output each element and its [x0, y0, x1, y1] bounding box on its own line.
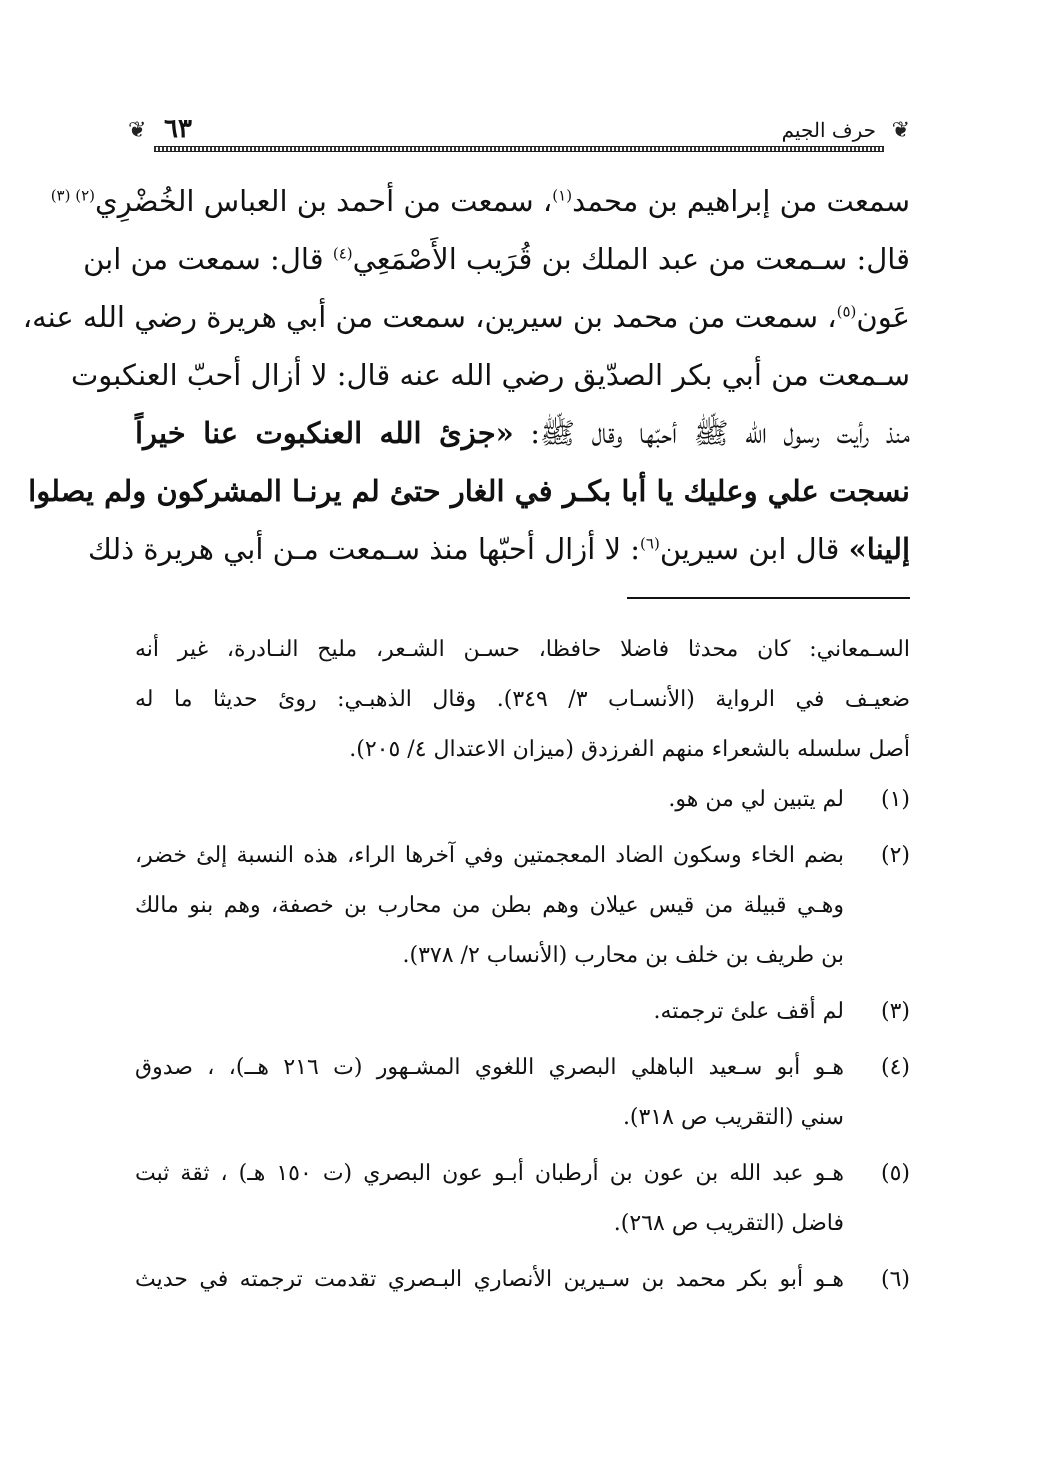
footnote-line: ضعيـف في الرواية (الأنسـاب ٣/ ٣٤٩). وقال الذهبـي: روئ حديثا ما له: [135, 687, 911, 712]
footnote-ref: (١): [552, 186, 573, 205]
footnotes: [135, 625, 910, 1305]
footnote-line: فاضل (التقريب ص ٢٦٨).: [613, 1211, 844, 1236]
footnote-line: لم أقف علئ ترجمته.: [653, 999, 844, 1024]
hadith-quote: إلينا»: [848, 532, 910, 566]
footnote-line: لم يتبين لي من هو.: [668, 787, 844, 812]
main-line: عَون$^{(٥)}$، سمعت من محمد بن سيرين، سمعت من أبي هريرة رضي الله عنه،: [22, 300, 910, 334]
footnote-line: السـمعاني: كان محدثا فاضلا حافظا، حسـن الشـعر، مليح النـادرة، غير أنه: [135, 637, 910, 662]
ornament-right-icon: ❦: [891, 118, 910, 143]
hadith-quote: نسجت علي وعليك يا أبا بكـر في الغار حتئ لم يرنـا المشركون ولم يصلوا: [28, 474, 910, 508]
footnote-item: [135, 1043, 910, 1143]
main-line: سـمعت من أبي بكر الصدّيق رضي الله عنه قال: لا أزال أحبّ العنكبوت: [70, 358, 910, 392]
chapter-title: حرف الجيم: [781, 118, 876, 142]
footnote-number: (٢): [880, 843, 910, 868]
footnote-line: هـو أبو سـعيد الباهلي البصري اللغوي المشـهور (ت ٢١٦ هــ)، ، صدوق: [135, 1055, 844, 1080]
footnote-line: أصل سلسله بالشعراء منهم الفرزدق (ميزان الاعتدال ٤/ ٢٠٥).: [349, 737, 910, 762]
footnote-item: [135, 1149, 910, 1249]
footnote-number: (٣): [880, 999, 910, 1024]
footnote-line: بن طريف بن خلف بن محارب (الأنساب ٢/ ٣٧٨).: [402, 943, 844, 968]
footnote-item: [135, 775, 910, 825]
footnote-continuation: [135, 625, 910, 775]
footnote-item: [135, 831, 910, 981]
footnote-ref: (٦): [640, 534, 660, 553]
footnote-line: سني (التقريب ص ٣١٨).: [622, 1105, 844, 1130]
footnote-divider: [627, 597, 910, 599]
footnote-number: (٤): [880, 1055, 910, 1080]
footnote-line: هـو عبد الله بن عون بن أرطبان أبـو عون البصري (ت ١٥٠ هـ) ، ثقة ثبت: [135, 1161, 844, 1186]
footnote-ref: (٥): [836, 302, 857, 321]
footnote-item: [135, 1255, 910, 1305]
main-line: إلينا» قال ابن سيرين$^{(٦)}$: لا أزال أحبّها منذ سـمعت مـن أبي هريرة ذلك: [87, 532, 910, 566]
ornament-left-icon: ❦: [128, 118, 147, 143]
hadith-quote: «جزئ الله العنكبوت عنا خيراً: [135, 416, 514, 450]
main-line: سمعت من إبراهيم بن محمد$^{(١)}$، سمعت من أحمد بن العباس الخُضْرِي$^{(٢) (٣)}$: [50, 184, 910, 218]
footnote-line: هـو أبو بكر محمد بن سـيرين الأنصاري البـصري تقدمت ترجمته في حديث: [135, 1267, 844, 1292]
header-divider: [154, 146, 884, 152]
footnote-line: بضم الخاء وسكون الضاد المعجمتين وفي آخرها الراء، هذه النسبة إلئ خضر،: [135, 843, 844, 868]
page-number: ٦٣: [164, 114, 192, 144]
running-header: [128, 112, 910, 152]
footnote-ref: (٢) (٣): [50, 186, 96, 205]
footnote-item: [135, 987, 910, 1037]
main-line: [28, 462, 910, 520]
footnote-number: (٦): [880, 1267, 910, 1292]
main-line: قال: سـمعت من عبد الملك بن قُرَيب الأَصْمَعِي$^{(٤)}$ قال: سمعت من ابن: [83, 242, 910, 276]
main-text: [22, 172, 910, 578]
footnote-number: (٥): [880, 1161, 910, 1186]
footnote-ref: (٤): [332, 244, 353, 263]
footnote-number: (١): [880, 787, 910, 812]
footnote-line: وهـي قبيلة من قيس عيلان وهم بطن من محارب بن خصفة، وهم بنو مالك: [135, 893, 844, 918]
main-line: منذ رأيت رسول الله ﷺ أحبّها وقال ﷺ: «جزئ الله العنكبوت عنا خيراً: [135, 416, 910, 450]
